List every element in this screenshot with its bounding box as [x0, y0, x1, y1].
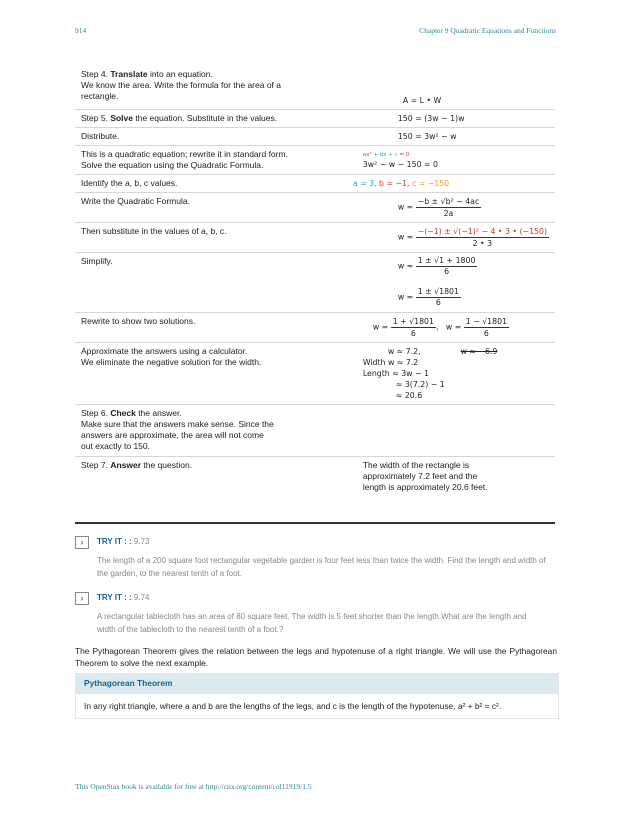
step-row: Step 5. Solve the equation. Substitute in the values. 150 = (3w − 1)w: [75, 109, 555, 127]
step-row: Rewrite to show two solutions. w = $\frac{1 + √1801}{6}$ , w = $\frac{1 - √1801}{6}$: [75, 312, 555, 342]
step-row: Distribute. 150 = 3w² − w: [75, 127, 555, 145]
answer-text: The width of the rectangle is approximately 7.2 feet and the length is approximately 20.6 feet.: [362, 459, 488, 492]
step-row: Step 7. Answer the question. The width of the rectangle is approximately 7.2 feet and the length is approximately 20.6 feet.: [75, 456, 555, 496]
step-row: Then substitute in the values of a, b, c. w = $\frac{\text{−(−1) ± √(−1)² − 4 • 3 • (−150)}}{2 • 3}$: [75, 222, 555, 252]
step-row: Step 6. Check the answer. Make sure that the answers make sense. Since the answers are approximate, the area will not come out exactly to 150.: [75, 404, 555, 456]
pythagorean-paragraph: The Pythagorean Theorem gives the relation between the legs and hypotenuse of a right triangle. We will use the Pythagorean Theorem to solve the next example.: [75, 646, 557, 668]
chapter-title: Chapter 9 Quadratic Equations and Functions: [419, 26, 556, 35]
note-title: Pythagorean Theorem: [76, 674, 558, 694]
chevron-right-icon[interactable]: ›: [75, 592, 89, 605]
chevron-right-icon[interactable]: ›: [75, 536, 89, 549]
step-row: Simplify. w = $\frac{1 \pm √1 + 1800}{6}$ w = $\frac{1 \pm √1801}{6}$: [75, 252, 555, 312]
step-row: Write the Quadratic Formula. w = $\frac{\text{−b ± √b² − 4ac}}{2a}$: [75, 192, 555, 222]
step-row: Approximate the answers using a calculator. We eliminate the negative solution for the width. w ≈ 7.2, w ≈ −6.9 Width w ≈ 7.2 Length ≈ 3w − 1 ≈ 3(7.2) − 1 ≈ 20.6: [75, 342, 555, 404]
steps-table: [75, 66, 555, 496]
area-formula: A = L • W: [402, 95, 442, 105]
footer-text: This OpenStax book is available for free at http://cnx.org/content/col11919/1.5: [75, 782, 312, 791]
note-body: In any right triangle, where a and b are the lengths of the legs, and c is the length of the hypotenuse, a² + b² = c².: [84, 701, 502, 711]
step-row: This is a quadratic equation; rewrite it in standard form. Solve the equation using the Quadratic Formula. ax² + bx + c = 0 3w² − w − 150 = 0: [75, 145, 555, 174]
step-row: Step 4. Translate into an equation. We know the area. Write the formula for the area of a rectangle. A = L • W: [75, 66, 555, 109]
step-row: Identify the a, b, c values. a = 3, b = −1, c = −150: [75, 174, 555, 192]
pythagorean-note: [75, 673, 559, 719]
page-number: 914: [75, 26, 87, 35]
section-divider: [75, 522, 555, 524]
